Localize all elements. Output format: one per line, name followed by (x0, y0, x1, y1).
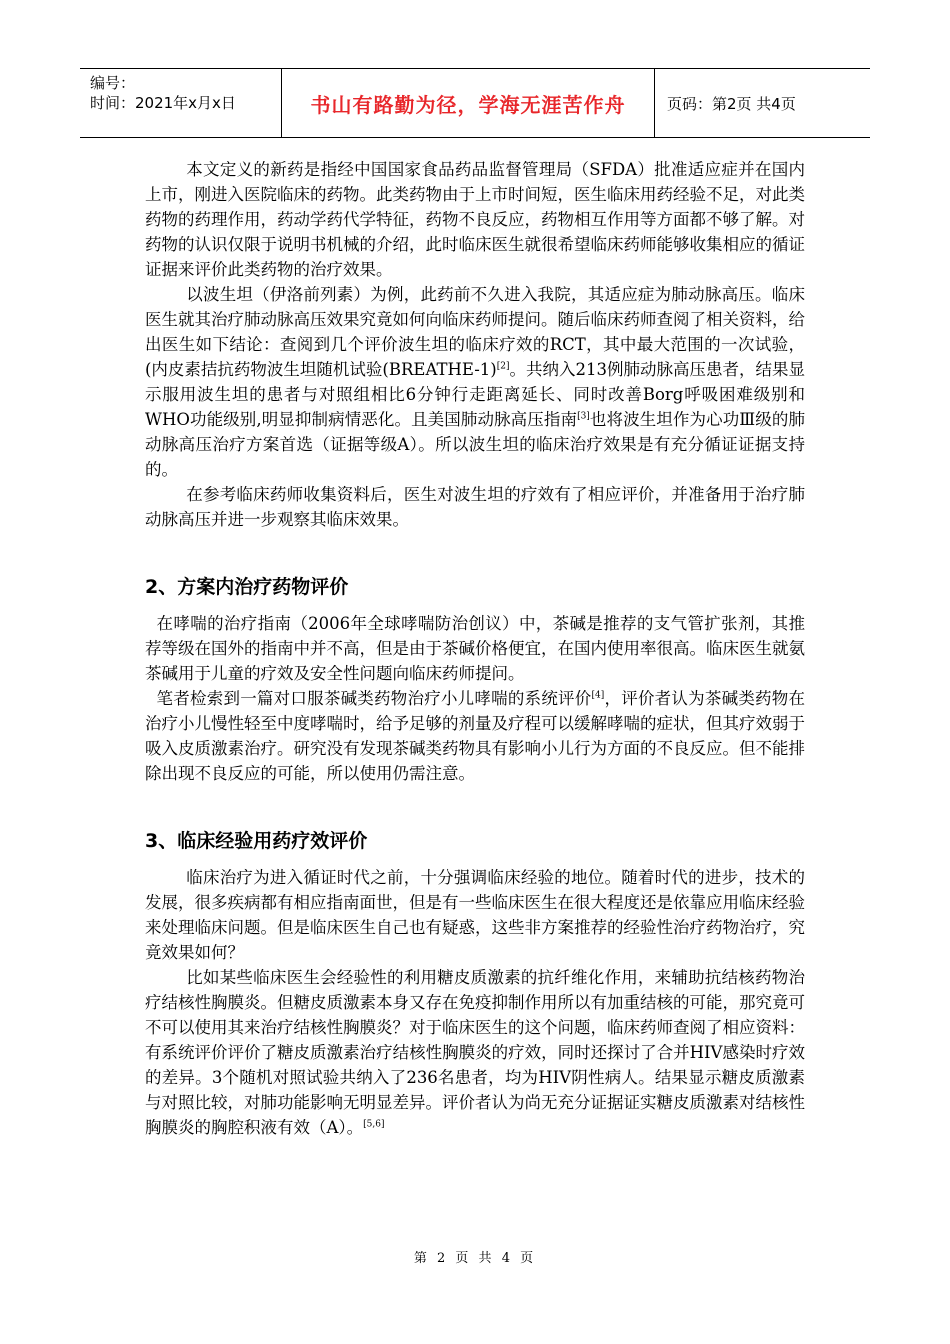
paragraph: 在哮喘的治疗指南（2006年全球哮喘防治创议）中，茶碱是推荐的支气管扩张剂，其推荐等级在国外的指南中并不高，但是由于茶碱价格便宜，在国内使用率很高。临床医生就氨茶碱用于儿童的疗效及安全性问题向临床药师提问。 (145, 614, 805, 683)
citation: [3] (577, 411, 590, 422)
header-motto: 书山有路勤为径，学海无涯苦作舟 (282, 69, 655, 137)
citation: [5,6] (363, 1119, 385, 1130)
paragraph: 比如某些临床医生会经验性的利用糖皮质激素的抗纤维化作用，来辅助抗结核药物治疗结核性胸膜炎。但糖皮质激素本身又存在免疫抑制作用所以有加重结核的可能，那究竟可不可以使用其来治疗结核性胸膜炎？对于临床医生的这个问题，临床药师查阅了相应资料：有系统评价评价了糖皮质激素治疗结核性胸膜炎的疗效，同时还探讨了合并HIV感染时疗效的差异。3个随机对照试验共纳入了236名患者，均为HIV阴性病人。结果显示糖皮质激素与对照比较，对肺功能影响无明显差异。评价者认为尚无充分证据证实糖皮质激素对结核性胸膜炎的胸腔积液有效（A）。[5,6] (145, 968, 805, 1137)
document-date: 时间：2021年x月x日 (90, 94, 236, 112)
header-page-number: 页码：第2页 共4页 (667, 94, 796, 113)
paragraph: 临床治疗为进入循证时代之前，十分强调临床经验的地位。随着时代的进步，技术的发展，很多疾病都有相应指南面世，但是有一些临床医生在很大程度还是依靠应用临床经验来处理临床问题。但是临床医生自己也有疑惑，这些非方案推荐的经验性治疗药物治疗，究竟效果如何？ (145, 868, 805, 962)
paragraph: 在参考临床药师收集资料后，医生对波生坦的疗效有了相应评价，并准备用于治疗肺动脉高压并进一步观察其临床效果。 (145, 485, 805, 529)
section-heading: 3、临床经验用药疗效评价 (145, 830, 368, 852)
citation: [4] (591, 690, 605, 701)
paragraph: 本文定义的新药是指经中国国家食品药品监督管理局（SFDA）批准适应症并在国内上市，刚进入医院临床的药物。此类药物由于上市时间短，医生临床用药经验不足，对此类药物的药理作用，药动学药代学特征，药物不良反应，药物相互作用等方面都不够了解。对药物的认识仅限于说明书机械的介绍，此时临床医生就很希望临床药师能够收集相应的循证证据来评价此类药物的治疗效果。 (145, 160, 805, 279)
paragraph: 以波生坦（伊洛前列素）为例，此药前不久进入我院，其适应症为肺动脉高压。临床医生就其治疗肺动脉高压效果究竟如何向临床药师提问。随后临床药师查阅了相关资料，给出医生如下结论：查阅到几个评价波生坦的临床疗效的RCT，其中最大范围的一次试验，(内皮素拮抗药物波生坦随机试验(BREATHE-1)[2]。共纳入213例肺动脉高压患者，结果显示服用波生坦的患者与对照组相比6分钟行走距离延长、同时改善Borg呼吸困难级别和WHO功能级别,明显抑制病情恶化。且美国肺动脉高压指南[3]也将波生坦作为心功Ⅲ级的肺动脉高压治疗方案首选（证据等级A）。所以波生坦的临床治疗效果是有充分循证证据支持的。 (145, 285, 805, 479)
page-footer: 第 2 页 共 4 页 (413, 1251, 537, 1266)
section-heading: 2、方案内治疗药物评价 (145, 576, 349, 598)
header-meta (80, 69, 282, 137)
page-header (80, 68, 870, 138)
document-body (145, 157, 805, 1140)
citation: [2] (496, 361, 510, 372)
document-number: 编号： (90, 74, 136, 92)
paragraph: 笔者检索到一篇对口服茶碱类药物治疗小儿哮喘的系统评价[4]，评价者认为茶碱类药物在治疗小儿慢性轻至中度哮喘时，给予足够的剂量及疗程可以缓解哮喘的症状，但其疗效弱于吸入皮质激素治疗。研究没有发现茶碱类药物具有影响小儿行为方面的不良反应。但不能排除出现不良反应的可能，所以使用仍需注意。 (145, 689, 806, 783)
